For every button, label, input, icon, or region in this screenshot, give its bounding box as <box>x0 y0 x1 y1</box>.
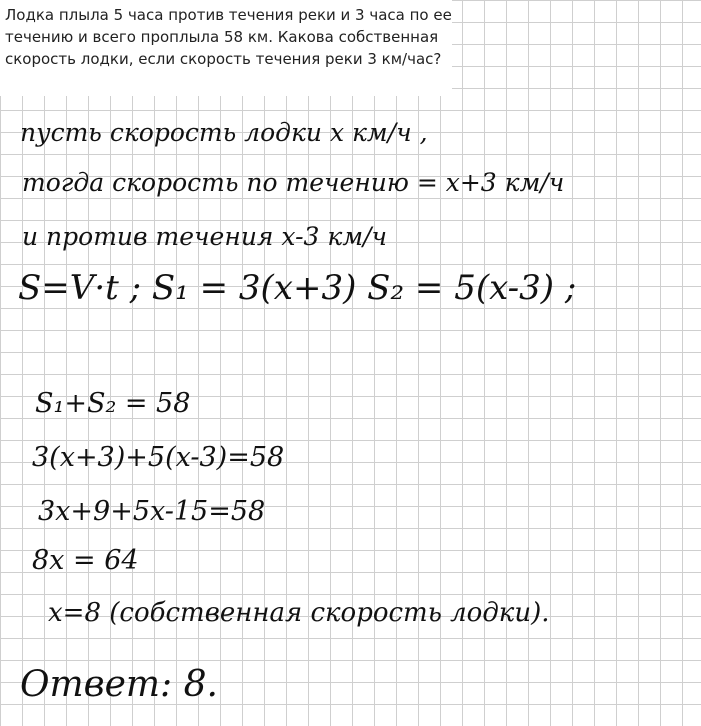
handwritten-result-line: x=8 (собственная скорость лодки). <box>48 598 550 628</box>
handwritten-equation-3: 3x+9+5x-15=58 <box>38 496 266 527</box>
handwritten-answer: Ответ: 8. <box>20 664 218 705</box>
handwritten-line-1: пусть скорость лодки x км/ч , <box>20 118 428 147</box>
handwritten-line-2: тогда скорость по течению = x+3 км/ч <box>22 168 565 197</box>
handwritten-line-3: и против течения x-3 км/ч <box>22 222 388 251</box>
handwritten-equation-2: 3(x+3)+5(x-3)=58 <box>32 442 285 473</box>
handwritten-equation-4: 8x = 64 <box>32 545 139 576</box>
handwritten-equation-1: S₁+S₂ = 58 <box>35 388 191 419</box>
handwritten-formula-line: S=V·t ; S₁ = 3(x+3) S₂ = 5(x-3) ; <box>18 268 577 308</box>
problem-text: Лодка плыла 5 часа против течения реки и 3 часа по ее течению и всего проплыла 58 км. Какова собственная скорость лодки, если скорость течения реки 3 км/час? <box>0 0 452 96</box>
